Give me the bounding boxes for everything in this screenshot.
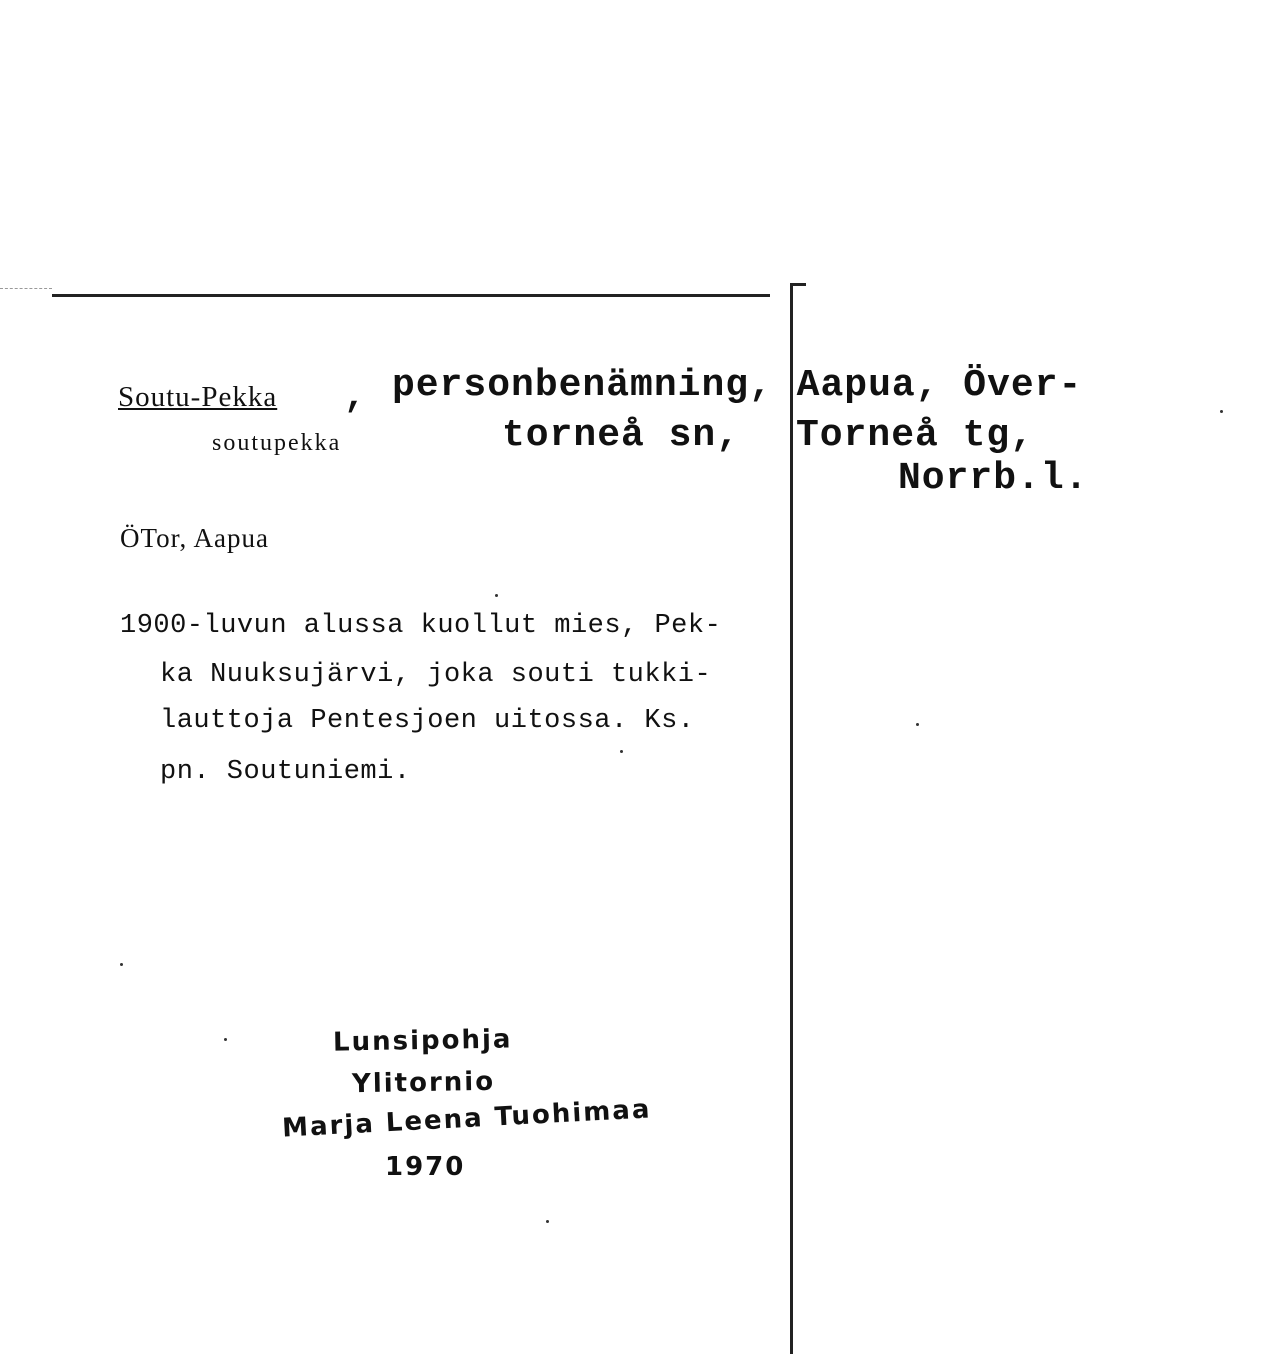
top-rule bbox=[52, 294, 770, 297]
headword-comma: , bbox=[344, 376, 366, 417]
scan-speck bbox=[120, 963, 123, 966]
location-line-2: torneå sn, bbox=[502, 414, 741, 457]
place-abbreviation: ÖTor, Aapua bbox=[120, 523, 269, 553]
description-line: pn. Soutuniemi. bbox=[160, 757, 411, 787]
stamp-line: Ylitornio bbox=[351, 1066, 496, 1100]
location-line-1: personbenämning, Aapua, Över- bbox=[392, 364, 1083, 407]
description-line: 1900-luvun alussa kuollut mies, Pek- bbox=[120, 611, 722, 641]
description-line: ka Nuuksujärvi, joka souti tukki- bbox=[160, 660, 712, 690]
top-faint-rule bbox=[0, 288, 52, 289]
scan-speck bbox=[546, 1220, 549, 1223]
vertical-rule bbox=[790, 283, 793, 1354]
description-line: lauttoja Pentesjoen uitossa. Ks. bbox=[160, 706, 695, 736]
scan-speck bbox=[1220, 410, 1223, 413]
scan-speck bbox=[916, 723, 919, 726]
scan-speck bbox=[620, 750, 623, 753]
vertical-rule-tick bbox=[790, 283, 806, 286]
headword: Soutu-Pekka bbox=[118, 381, 278, 413]
scan-speck bbox=[224, 1038, 227, 1041]
scan-speck bbox=[495, 594, 498, 597]
location-line-3: Torneå tg, bbox=[796, 414, 1035, 457]
stamp-line: 1970 bbox=[385, 1152, 466, 1182]
normalized-form: soutupekka bbox=[212, 430, 342, 456]
stamp-line: Lunsipohja bbox=[332, 1024, 513, 1058]
location-line-4: Norrb.l. bbox=[898, 457, 1089, 500]
stamp-line: Marja Leena Tuohimaa bbox=[281, 1094, 653, 1144]
